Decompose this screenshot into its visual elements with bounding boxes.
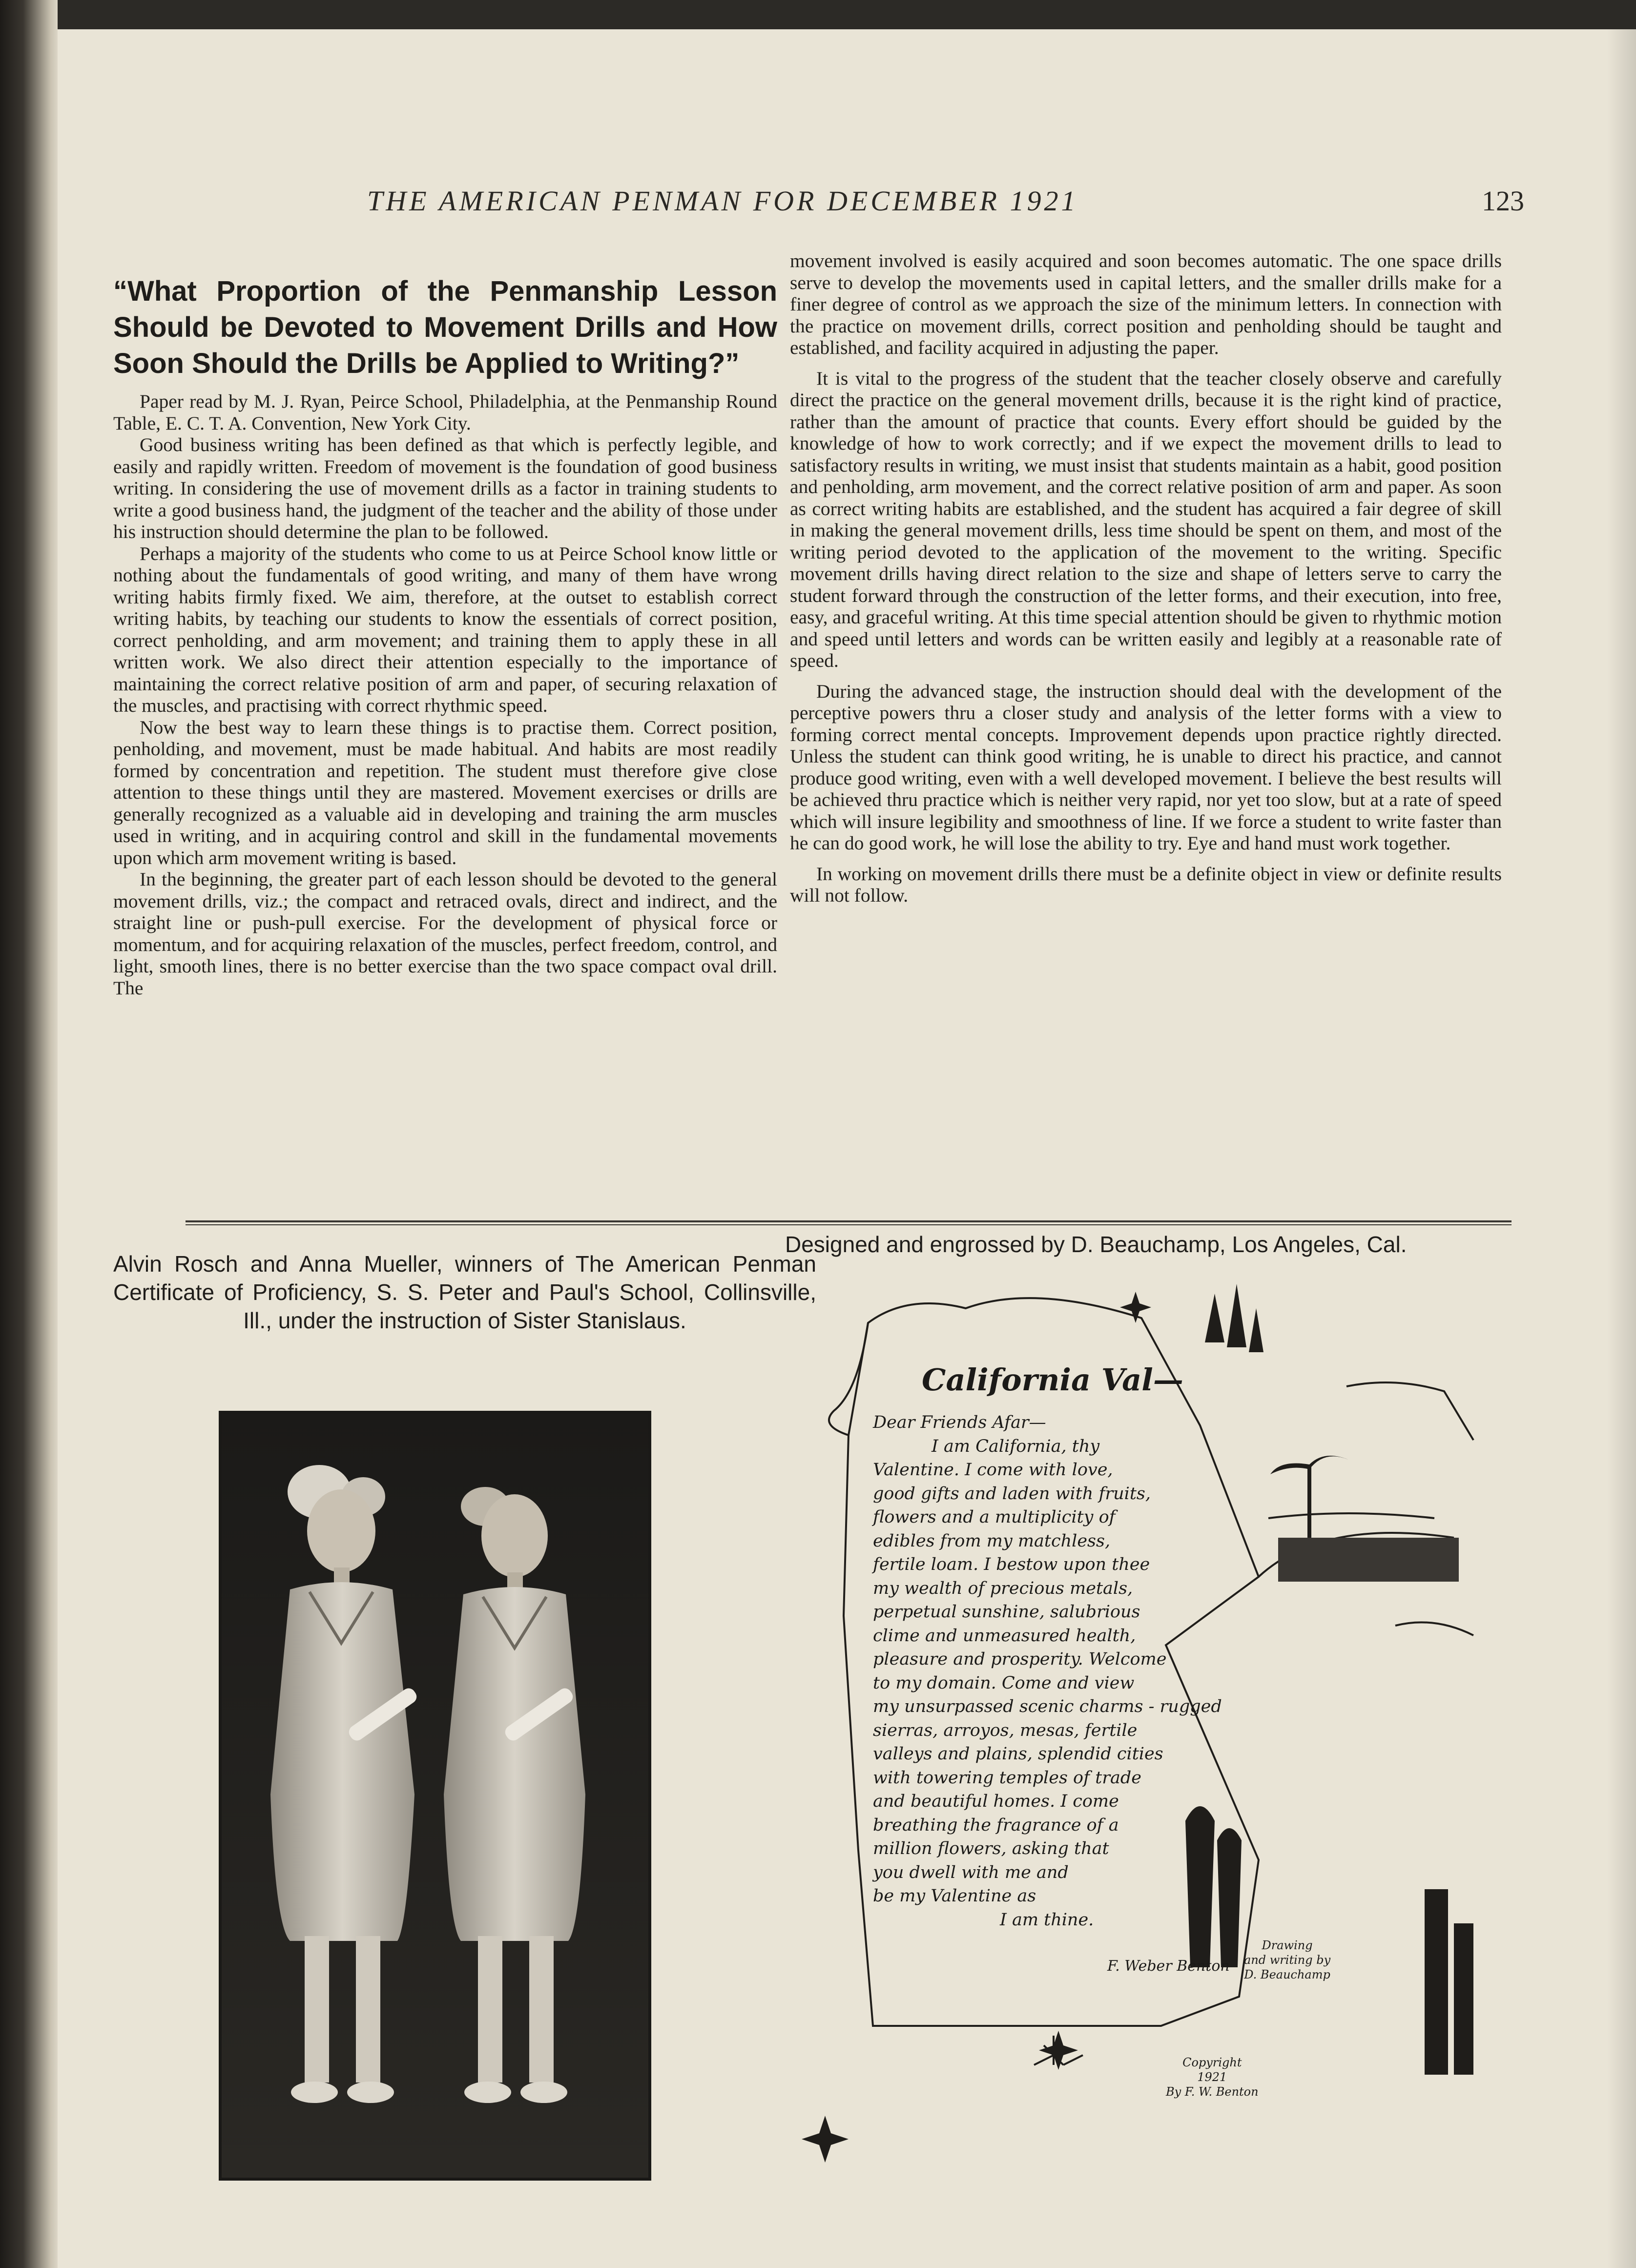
artist-note-line: D. Beauchamp xyxy=(1244,1968,1330,1981)
script-line: clime and unmeasured health, xyxy=(873,1626,1136,1646)
copyright-note xyxy=(1166,2055,1259,2099)
script-line: my wealth of precious metals, xyxy=(873,1578,1133,1598)
article-paragraph: During the advanced stage, the instruction should deal with the development of the perceptive powers thru a closer study and analysis of the letter forms with a view to forming correct mental concepts. Improvement depends upon practice rightly directed. Unless the student can think good writing, he is unable to direct his practice, and cannot produce good writing, even with a well developed movement. I believe the best results will be achieved thru practice which is neither very rapid, nor yet too slow, but at a rate of speed which will insure legibility and smoothness of line. If we force a student to write faster than he can do good work, he will lose the ability to try. Eye and hand must work together. xyxy=(790,680,1502,854)
signature: F. Weber Benton xyxy=(1107,1958,1230,1975)
valentine-heading: California Val— xyxy=(922,1362,1183,1398)
section-divider xyxy=(186,1220,1512,1222)
article-paragraph: Perhaps a majority of the students who come to us at Peirce School know little or nothing about the fundamentals of good writing, and many of them have wrong writing habits firmly fixed. We aim, therefore, at the outset to establish correct writing habits, by teaching our students to know the essentials of correct position, correct penholding, and arm movement; and training them to apply these in all written work. We also direct their attention especially to the importance of maintaining the correct relative position of arm and paper, of securing relaxation of the muscles, and practising with correct rhythmic speed. xyxy=(113,542,777,716)
winners-photograph xyxy=(219,1411,651,2181)
script-line: you dwell with me and xyxy=(873,1862,1069,1882)
script-line: be my Valentine as xyxy=(873,1886,1036,1906)
valentine-letter xyxy=(873,1411,1254,1932)
engraving-credit: Designed and engrossed by D. Beauchamp, Los Angeles, Cal. xyxy=(785,1232,1407,1257)
script-line: good gifts and laden with fruits, xyxy=(873,1484,1151,1504)
script-line: sierras, arroyos, mesas, fertile xyxy=(873,1720,1138,1740)
script-line: flowers and a multiplicity of xyxy=(873,1507,1116,1527)
script-line: my unsurpassed scenic charms - rugged xyxy=(873,1697,1222,1716)
copyright-line: 1921 xyxy=(1197,2070,1227,2084)
script-line: perpetual sunshine, salubrious xyxy=(873,1602,1140,1622)
book-spine-edge xyxy=(0,0,58,2268)
photo-illustration xyxy=(222,1414,648,2178)
article-paragraph: In working on movement drills there must be a definite object in view or definite results will not follow. xyxy=(790,863,1502,906)
script-line: breathing the fragrance of a xyxy=(873,1815,1119,1835)
article-title: “What Proportion of the Penmanship Lesson Should be Devoted to Movement Drills and How Soon Should the Drills be Applied to Writing?” xyxy=(113,275,777,379)
magazine-page xyxy=(58,29,1636,2268)
artist-note xyxy=(1244,1938,1330,1982)
script-line: Valentine. I come with love, xyxy=(873,1460,1113,1480)
article-paragraph: Now the best way to learn these things is to practise them. Correct position, penholding, and movement, must be made habitual. And habits are most readily formed by concentration and repetition. The student must therefore give close attention to these things until they are mastered. Movement exercises or drills are generally recognized as a valuable aid in developing and training the arm muscles used in writing, and in acquiring control and skill in the fundamental movements upon which arm movement writing is based. xyxy=(113,716,777,868)
article-paragraph: In the beginning, the greater part of each lesson should be devoted to the general movement drills, viz.; the compact and retraced ovals, direct and indirect, and the straight line or push-pull exercise. For the development of physical force or momentum, and for acquiring relaxation of the muscles, perfect freedom, control, and light, smooth lines, there is no better exercise than the two space compact oval drill. The xyxy=(113,868,777,999)
section-divider xyxy=(186,1224,1512,1225)
script-line: edibles from my matchless, xyxy=(873,1531,1111,1551)
script-line: to my domain. Come and view xyxy=(873,1673,1135,1693)
copyright-line: By F. W. Benton xyxy=(1166,2085,1259,2099)
script-line: pleasure and prosperity. Welcome xyxy=(873,1649,1167,1669)
script-line: fertile loam. I bestow upon thee xyxy=(873,1555,1150,1574)
article-paragraph: It is vital to the progress of the student that the teacher closely observe and carefully direct the practice on the general movement drills, because it is the right kind of practice, rather than the amount of practice that counts. Every effort should be guided by the knowledge of how to work correctly; and if we expect the movement drills to lead to satisfactory results in writing, we must insist that students maintain as a habit, good position and penholding, arm movement, and the correct relative position of arm and paper. As soon as correct writing habits are established, and the student has acquired a fair degree of skill in making the general movement drills, less time should be spent on them, and most of the writing period devoted to the application of the movement to the writing. Specific movement drills having direct relation to the size and shape of letters serve to carry the student forward through the construction of the letter forms, and their execution, into free, easy, and graceful writing. At this time special attention should be given to rhythmic motion and speed until letters and words can be written easily and legibly at a reasonable rate of speed. xyxy=(790,367,1502,671)
script-line: I am California, thy xyxy=(932,1436,1100,1456)
running-header xyxy=(367,185,1524,224)
script-line: I am thine. xyxy=(1000,1910,1094,1930)
page-number: 123 xyxy=(1482,185,1524,217)
script-line: Dear Friends Afar— xyxy=(873,1413,1046,1432)
script-line: valleys and plains, splendid cities xyxy=(873,1744,1163,1764)
article-paragraph: movement involved is easily acquired and soon becomes automatic. The one space drills serve to develop the movements used in capital letters, and the smaller drills make for a finer degree of control as we approach the size of the minimum letters. In connection with the practice on movement drills, correct position and penholding should be taught and established, and facility acquired in adjusting the paper. xyxy=(790,250,1502,358)
artist-note-line: and writing by xyxy=(1244,1953,1331,1967)
article-right-column xyxy=(790,250,1502,907)
article-left-column xyxy=(113,273,777,999)
california-valentine-engraving xyxy=(761,1264,1522,2187)
photo-caption: Alvin Rosch and Anna Mueller, winners of The American Penman Certificate of Proficiency, S. S. Peter and Paul's School, Collinsville, Ill., under the instruction of Sister Stanislaus. xyxy=(113,1251,816,1333)
script-line: and beautiful homes. I come xyxy=(873,1792,1119,1811)
article-byline: Paper read by M. J. Ryan, Peirce School, Philadelphia, at the Penmanship Round Table, E. C. T. A. Convention, New York City. xyxy=(113,391,777,434)
script-line: with towering temples of trade xyxy=(873,1768,1141,1788)
artist-note-line: Drawing xyxy=(1262,1938,1313,1952)
copyright-line: Copyright xyxy=(1182,2056,1242,2069)
running-title: THE AMERICAN PENMAN FOR DECEMBER 1921 xyxy=(367,185,1078,217)
article-paragraph: Good business writing has been defined as that which is perfectly legible, and easily and rapidly written. Freedom of movement is the foundation of good business writing. In considering the use of movement drills as a factor in training students to write a good business hand, the judgment of the teacher and the ability of those under his instruction should determine the plan to be followed. xyxy=(113,434,777,542)
script-line: million flowers, asking that xyxy=(873,1839,1109,1858)
